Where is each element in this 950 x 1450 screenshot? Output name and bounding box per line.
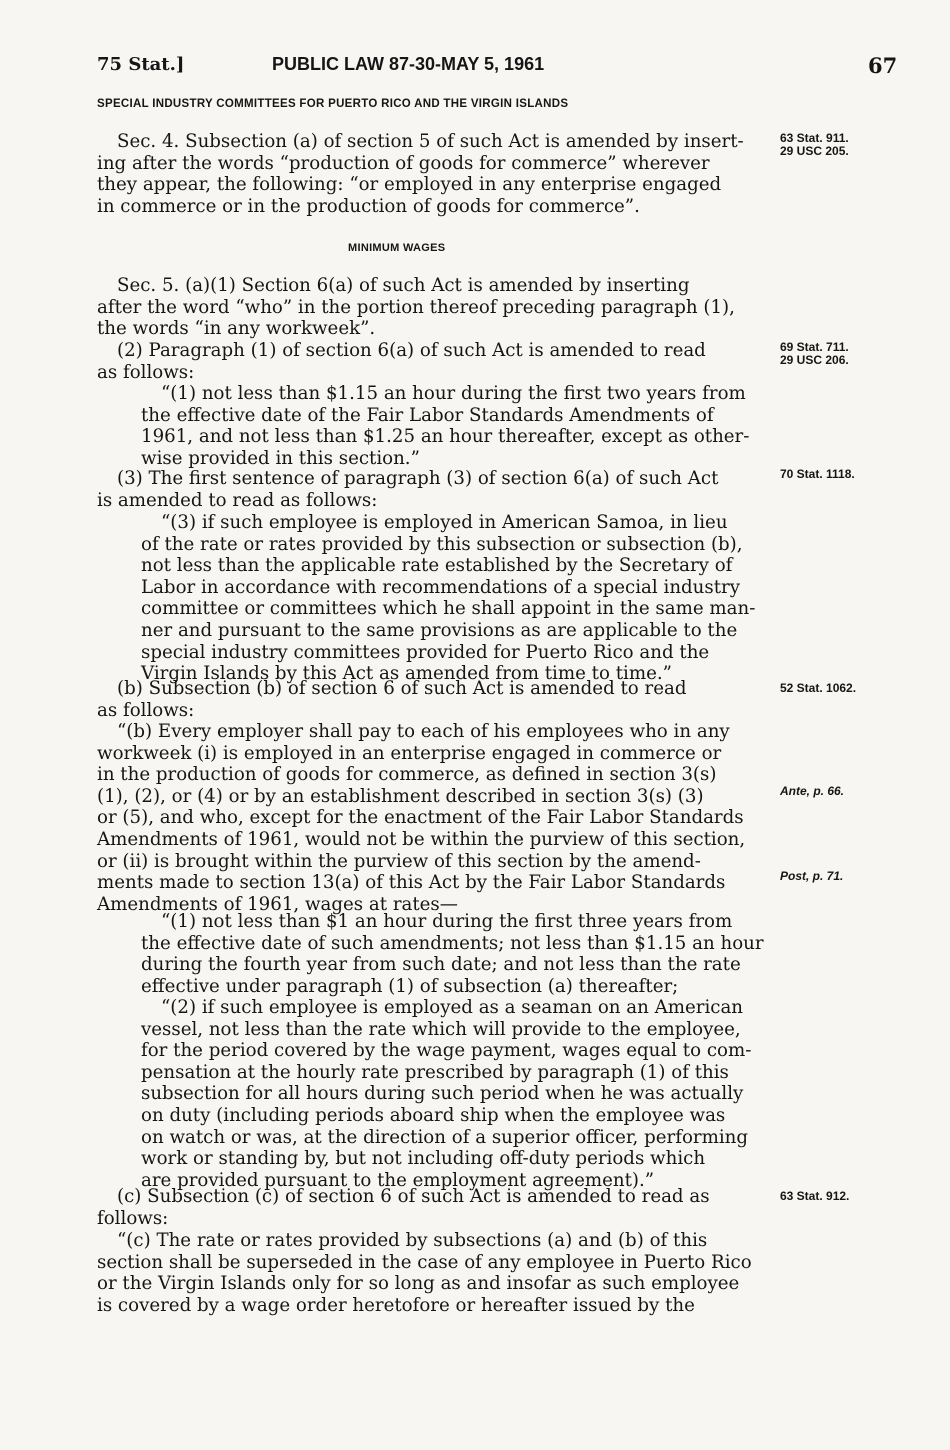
text-line: they appear, the following: “or employed in any enterprise engaged <box>97 174 722 196</box>
text-line: the effective date of the Fair Labor Standards Amendments of <box>141 404 714 426</box>
text-line: “(1) not less than $1 an hour during the first three years from <box>161 911 733 932</box>
text-line: of the rate or rates provided by this subsection or subsection (b), <box>141 533 743 555</box>
margin-note-52-stat-1062: 52 Stat. 1062. <box>780 681 857 695</box>
text-line: after the word “who” in the portion thereof preceding paragraph (1), <box>97 296 735 318</box>
quote-b-2 <box>141 997 758 1191</box>
text-line: workweek (i) is employed in an enterprise engaged in commerce or <box>97 742 722 764</box>
paragraph-sec-5-a-1 <box>97 275 758 340</box>
paragraph-sec-4 <box>97 131 758 217</box>
quote-a-2 <box>141 383 758 469</box>
text-line: committee or committees which he shall appoint in the same man- <box>141 598 756 620</box>
text-line: in the production of goods for commerce, as defined in section 3(s) <box>97 764 717 786</box>
text-line: “(c) The rate or rates provided by subsections (a) and (b) of this <box>117 1230 708 1251</box>
text-line: (b) Subsection (b) of section 6 of such Act is amended to read <box>117 678 687 699</box>
text-line: Labor in accordance with recommendations of a special industry <box>141 576 740 598</box>
margin-note-line: 29 USC 205. <box>780 144 849 158</box>
quote-a-3 <box>141 512 758 685</box>
text-line: work or standing by, but not including off-duty periods which <box>141 1148 706 1170</box>
running-header-left: 75 Stat.] <box>97 54 185 75</box>
text-line: follows: <box>97 1207 169 1229</box>
paragraph-c <box>97 1186 758 1229</box>
margin-note-line: 69 Stat. 711. <box>780 340 849 354</box>
text-line: “(1) not less than $1.15 an hour during the first two years from <box>161 383 746 404</box>
text-line: are provided pursuant to the employment agreement).” <box>141 1169 655 1191</box>
margin-note-post-p-71: Post, p. 71. <box>780 869 844 883</box>
paragraph-a-3 <box>97 468 758 511</box>
text-line: ing after the words “production of goods for commerce” wherever <box>97 152 710 174</box>
margin-note-ante-p-66: Ante, p. 66. <box>780 784 845 798</box>
text-line: effective under paragraph (1) of subsection (a) thereafter; <box>141 975 679 997</box>
text-line: “(3) if such employee is employed in American Samoa, in lieu <box>161 512 728 533</box>
text-line: (1), (2), or (4) or by an establishment described in section 3(s) (3) <box>97 785 704 807</box>
text-line: Amendments of 1961, wages at rates— <box>97 893 458 915</box>
text-line: (2) Paragraph (1) of section 6(a) of such Act is amended to read <box>117 340 706 361</box>
paragraph-a-2 <box>97 340 758 383</box>
text-line: Virgin Islands by this Act as amended from time to time.” <box>141 663 672 685</box>
section-heading-minimum-wages: MINIMUM WAGES <box>348 242 446 254</box>
margin-note-line: 63 Stat. 911. <box>780 131 849 145</box>
text-line: not less than the applicable rate established by the Secretary of <box>141 555 733 577</box>
margin-note-69-stat-711 <box>780 341 849 367</box>
text-line: pensation at the hourly rate prescribed by paragraph (1) of this <box>141 1061 729 1083</box>
text-line: is covered by a wage order heretofore or hereafter issued by the <box>97 1294 695 1316</box>
text-line: ments made to section 13(a) of this Act by the Fair Labor Standards <box>97 872 726 894</box>
text-line: vessel, not less than the rate which will provide to the employee, <box>141 1018 741 1040</box>
text-line: is amended to read as follows: <box>97 489 378 511</box>
text-line: for the period covered by the wage payment, wages equal to com- <box>141 1040 752 1062</box>
text-line: (c) Subsection (c) of section 6 of such Act is amended to read as <box>117 1186 710 1207</box>
text-line: or (ii) is brought within the purview of this section by the amend- <box>97 850 701 872</box>
running-header-title: PUBLIC LAW 87-30-MAY 5, 1961 <box>272 54 545 74</box>
text-line: “(2) if such employee is employed as a seaman on an American <box>161 997 743 1018</box>
text-line: section shall be superseded in the case of any employee in Puerto Rico <box>97 1251 752 1273</box>
text-line: or (5), and who, except for the enactment of the Fair Labor Standards <box>97 807 744 829</box>
text-line: as follows: <box>97 699 195 721</box>
text-line: wise provided in this section.” <box>141 447 420 469</box>
margin-note-70-stat-1118: 70 Stat. 1118. <box>780 467 855 481</box>
section-heading-special-committees: SPECIAL INDUSTRY COMMITTEES FOR PUERTO RICO AND THE VIRGIN ISLANDS <box>97 98 569 110</box>
text-line: (3) The first sentence of paragraph (3) of section 6(a) of such Act <box>117 468 719 489</box>
text-line: “(b) Every employer shall pay to each of his employees who in any <box>117 721 730 742</box>
quote-b <box>97 721 758 915</box>
quote-c <box>97 1230 758 1316</box>
text-line: the effective date of such amendments; not less than $1.15 an hour <box>141 932 764 954</box>
text-line: on watch or was, at the direction of a superior officer, performing <box>141 1126 749 1148</box>
text-line: as follows: <box>97 361 195 383</box>
text-line: ner and pursuant to the same provisions as are applicable to the <box>141 619 738 641</box>
margin-note-63-stat-912: 63 Stat. 912. <box>780 1189 850 1203</box>
margin-note-line: 29 USC 206. <box>780 353 849 367</box>
text-line: Sec. 5. (a)(1) Section 6(a) of such Act is amended by inserting <box>117 275 690 296</box>
text-line: subsection for all hours during such period when he was actually <box>141 1083 744 1105</box>
text-line: on duty (including periods aboard ship when the employee was <box>141 1104 726 1126</box>
quote-b-1 <box>141 911 764 997</box>
page-number: 67 <box>868 53 898 78</box>
text-line: the words “in any workweek”. <box>97 318 376 340</box>
text-line: during the fourth year from such date; and not less than the rate <box>141 954 741 976</box>
margin-note-63-stat-911 <box>780 132 849 158</box>
text-line: special industry committees provided for Puerto Rico and the <box>141 641 710 663</box>
paragraph-b <box>97 678 758 721</box>
text-line: in commerce or in the production of goods for commerce”. <box>97 195 640 217</box>
text-line: Amendments of 1961, would not be within the purview of this section, <box>97 828 746 850</box>
text-line: 1961, and not less than $1.25 an hour thereafter, except as other- <box>141 426 750 448</box>
text-line: Sec. 4. Subsection (a) of section 5 of such Act is amended by insert- <box>117 131 744 152</box>
text-line: or the Virgin Islands only for so long as and insofar as such employee <box>97 1273 740 1295</box>
